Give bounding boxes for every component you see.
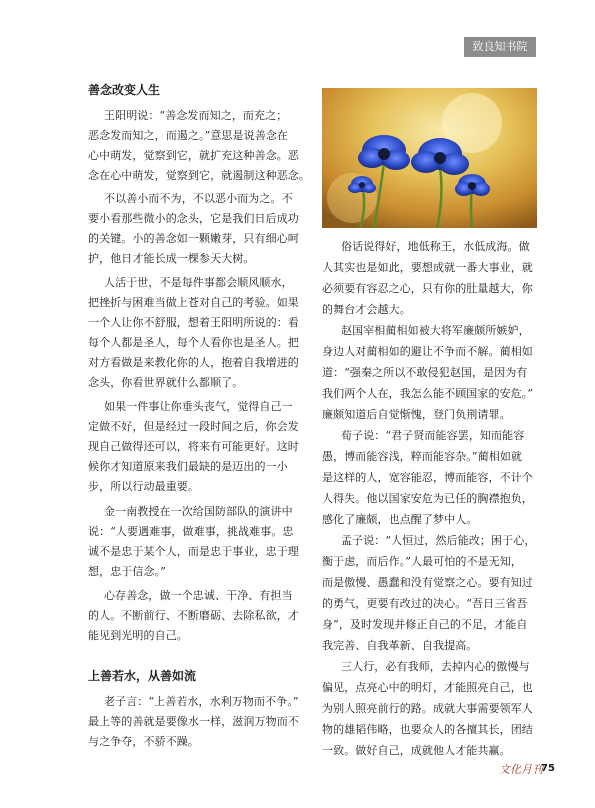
body-line: 定做不好，但是经过一段时间之后，你会发 xyxy=(88,420,299,433)
body-line: 孟子说：“人恒过，然后能改；困于心， xyxy=(341,534,536,547)
body-line: 必须要有容忍之心，只有你的肚量越大，你 xyxy=(322,282,533,295)
body-line: 王阳明说：“善念发而知之，而充之； xyxy=(104,109,288,122)
body-line: 物的雄韬伟略，也要众人的各擅其长，团结 xyxy=(322,723,533,736)
body-line: 最上等的善就是要像水一样，滋润万物而不 xyxy=(88,715,299,728)
body-line: 我完善、自我革新、自我提高。 xyxy=(322,639,478,652)
section-heading-kindness: 善念改变人生 xyxy=(88,83,161,97)
body-line: 心中萌发，觉察到它，就扩充这种善念。恶 xyxy=(88,149,299,162)
body-line: 不以善小而不为，不以恶小而为之。不 xyxy=(104,192,293,205)
body-line: 愚，博而能容浅，粹而能容杂。”蔺相如就 xyxy=(322,450,523,463)
body-line: 而是傲慢、愚蠢和没有觉察之心。要有知过 xyxy=(322,576,533,589)
body-line: 与之争夺，不骄不躁。 xyxy=(88,735,199,748)
body-line: 对方看做是来教化你的人，抱着自我增进的 xyxy=(88,356,299,369)
body-line: 三人行，必有我师，去掉内心的傲慢与 xyxy=(341,660,530,673)
body-line: 偏见，点亮心中的明灯，才能照亮自己，也 xyxy=(322,681,533,694)
body-line: 把挫折与困难当做上苍对自己的考验。如果 xyxy=(88,296,299,309)
body-line: 诚不是忠于某个人，而是忠于事业，忠于理 xyxy=(88,545,299,558)
body-line: 我们两个人在，我怎么能不顾国家的安危。” xyxy=(322,387,534,400)
body-line: 如果一件事让你垂头丧气，觉得自己一 xyxy=(104,400,293,413)
magazine-logo: 文化月刊 xyxy=(499,763,543,776)
body-line: 人其实也是如此，要想成就一番大事业，就 xyxy=(322,261,533,274)
body-line: 恶念发而知之，而遏之。”意思是说善念在 xyxy=(88,129,289,142)
page-number: 75 xyxy=(541,763,555,774)
body-line: 俗话说得好，地低称王，水低成海。做 xyxy=(341,240,530,253)
body-line: 道：“强秦之所以不敢侵犯赵国，是因为有 xyxy=(322,366,528,379)
body-line: 人活于世，不是每件事都会顺风顺水， xyxy=(104,276,293,289)
body-line: 身边人对蔺相如的避让不争而不解。蔺相如 xyxy=(322,345,533,358)
body-line: 一个人让你不舒服，想着王阳明所说的：看 xyxy=(88,316,299,329)
body-line: 想，忠于信念。” xyxy=(88,565,166,578)
body-line: 要小看那些微小的念头，它是我们日后成功 xyxy=(88,212,299,225)
body-line: 念头，你看世界就什么都顺了。 xyxy=(88,376,244,389)
body-line: 赵国宰相蔺相如被大将军廉颇所嫉妒， xyxy=(341,324,530,337)
body-line: 廉颇知道后自觉惭愧，登门负荆请罪。 xyxy=(322,408,511,421)
body-line: 念在心中萌发，觉察到它，就遏制这种恶念。 xyxy=(88,169,310,182)
body-line: 能见到光明的自己。 xyxy=(88,629,188,642)
body-line: 护，他日才能长成一棵参天大树。 xyxy=(88,252,255,265)
body-line: 金一南教授在一次给国防部队的演讲中 xyxy=(104,505,293,518)
body-line: 的人。不断前行、不断磨砺、去除私欲，才 xyxy=(88,609,299,622)
body-line: 的勇气，更要有改过的决心。“吾日三省吾 xyxy=(322,597,528,610)
body-line: 步，所以行动最重要。 xyxy=(88,480,199,493)
body-line: 的舞台才会越大。 xyxy=(322,303,411,316)
blue-flowers-photo xyxy=(322,88,537,228)
body-line: 一致。做好自己，成就他人才能共赢。 xyxy=(322,744,511,757)
body-line: 每个人都是圣人，每个人看你也是圣人。把 xyxy=(88,336,299,349)
body-line: 荀子说：“君子贤而能容罢，知而能容 xyxy=(341,429,525,442)
body-line: 感化了廉颇，也点醒了梦中人。 xyxy=(322,513,478,526)
body-line: 现自己做得还可以，将来有可能更好。这时 xyxy=(88,440,299,453)
body-line: 身”，及时发现并修正自己的不足，才能自 xyxy=(322,618,528,631)
body-line: 人得失。他以国家安危为已任的胸襟抱负， xyxy=(322,492,533,505)
body-line: 为别人照亮前行的路。成就大事需要领军人 xyxy=(322,702,533,715)
body-line: 心存善念，做一个忠诚、干净、有担当 xyxy=(104,589,293,602)
section-tag: 致良知书院 xyxy=(464,37,536,57)
body-line: 老子言：“上善若水，水利万物而不争。” xyxy=(104,695,299,708)
body-line: 的关键。小的善念如一颗嫩芽，只有细心呵 xyxy=(88,232,299,245)
body-line: 说：“人要遇难事，做难事，挑战难事。忠 xyxy=(88,525,294,538)
section-heading-water: 上善若水，从善如流 xyxy=(88,669,197,683)
body-line: 候你才知道原来我们最缺的是迈出的一小 xyxy=(88,460,288,473)
body-line: 衡于虑，而后作。”人最可怕的不是无知， xyxy=(322,555,523,568)
body-line: 是这样的人，宽容能忍，博而能容，不计个 xyxy=(322,471,533,484)
